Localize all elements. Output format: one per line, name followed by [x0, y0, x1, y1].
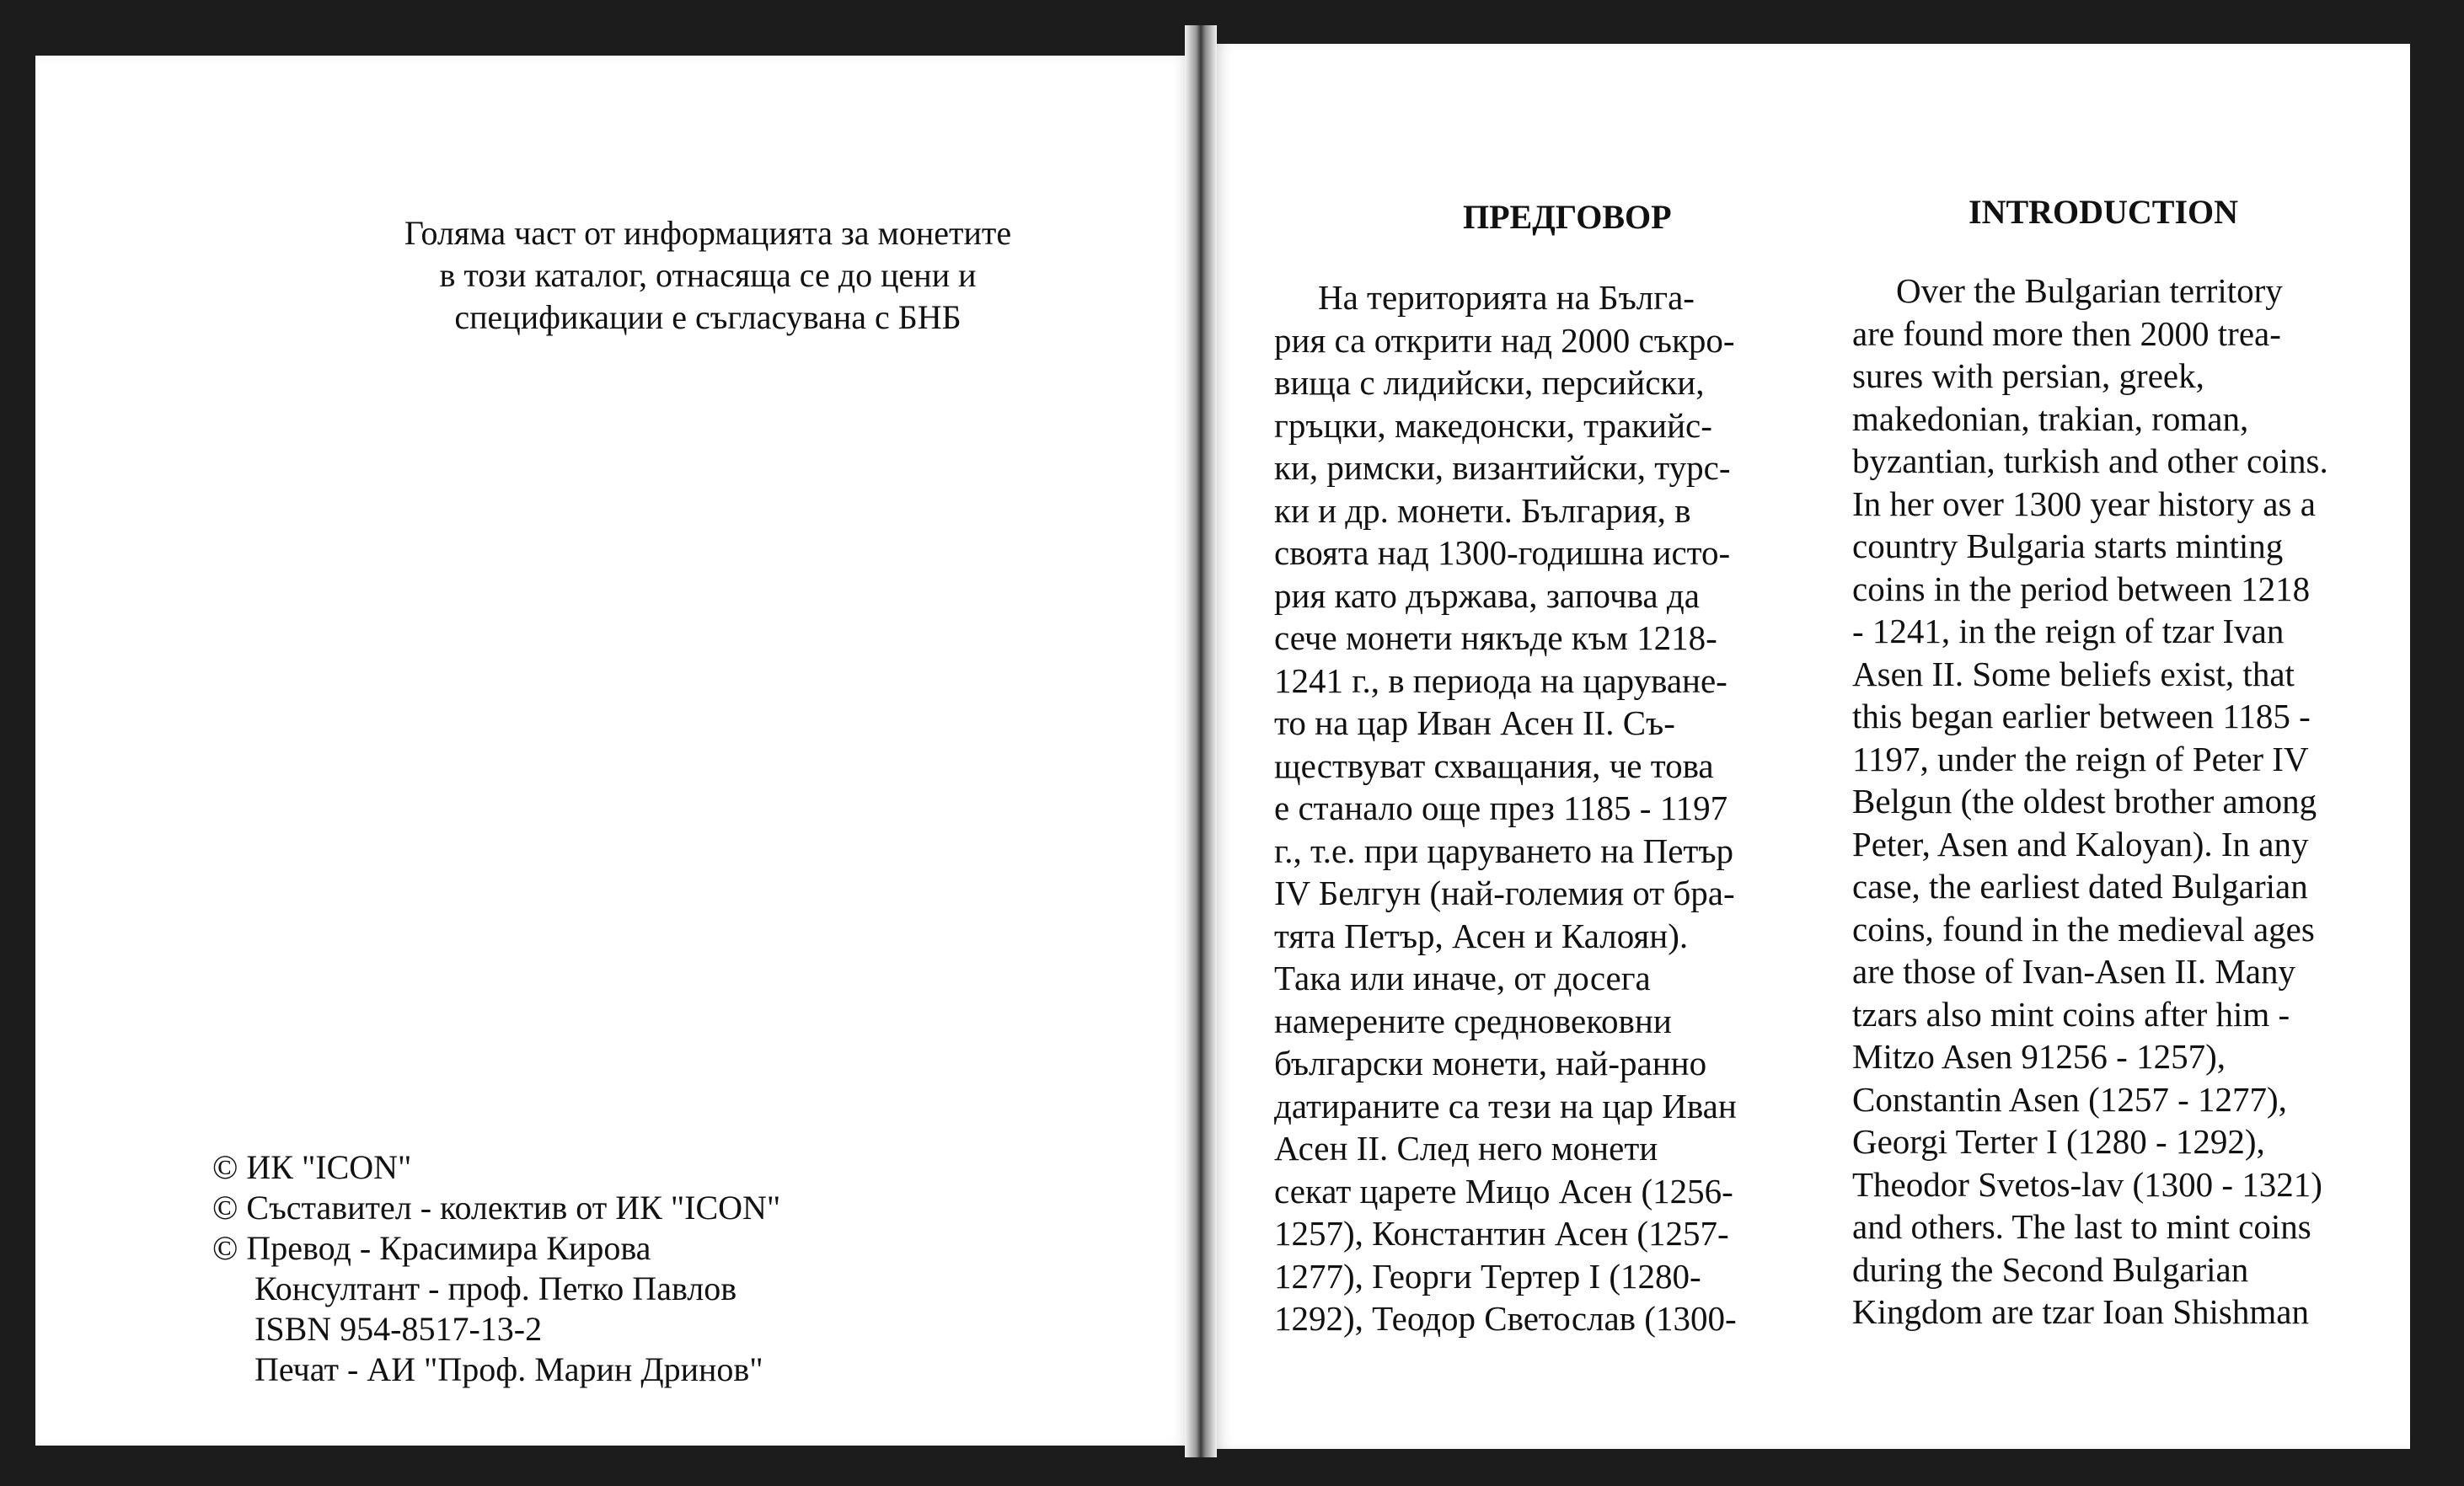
text-line: 1277), Георги Тертер I (1280- [1274, 1256, 1701, 1296]
text-line: Асен II. След него монети [1274, 1129, 1658, 1168]
text-line: то на цар Иван Асен II. Съ- [1274, 703, 1675, 742]
text-line: вища с лидийски, персийски, [1274, 363, 1705, 402]
english-heading: INTRODUCTION [1969, 193, 2239, 231]
text-line: during the Second Bulgarian [1852, 1249, 2249, 1289]
text-line: рия като държава, започва да [1274, 575, 1700, 615]
text-line: case, the earliest dated Bulgarian [1852, 867, 2308, 906]
left-page [35, 56, 1195, 1446]
credit-consultant: Консултант - проф. Петко Павлов [254, 1270, 737, 1307]
notice-line: Голяма част от информацията за монетите [404, 214, 1012, 252]
text-line: гръцки, македонски, тракийс- [1274, 405, 1712, 445]
notice-line: в този каталог, отнасяща се до цени и [439, 256, 977, 294]
text-line: are those of Ivan-Asen II. Many [1852, 952, 2295, 991]
copyright-credits [212, 1147, 971, 1390]
text-line: тята Петър, Асен и Калоян). [1274, 916, 1689, 955]
text-line: 1257), Константин Асен (1257- [1274, 1214, 1729, 1253]
text-line: сече монети някъде към 1218- [1274, 618, 1717, 657]
text-line: На територията на Бълга- [1318, 278, 1695, 317]
text-line: ки и др. монети. България, в [1274, 490, 1691, 530]
book-spine [1185, 25, 1217, 1457]
text-line: - 1241, in the reign of tzar Ivan [1852, 612, 2285, 650]
text-line: 1241 г., в периода на царуване- [1274, 660, 1727, 700]
text-line: Belgun (the oldest brother among [1852, 782, 2317, 821]
text-line: ществуват схващания, че това [1274, 746, 1714, 785]
bulgarian-heading: ПРЕДГОВОР [1463, 198, 1672, 236]
text-line: coins in the period between 1218 [1852, 569, 2311, 608]
right-page [1210, 44, 2410, 1449]
text-line: byzantian, turkish and other coins. [1852, 441, 2328, 480]
credit-compiler: © Съставител - колектив от ИК "ICON" [212, 1189, 781, 1227]
text-line: this began earlier between 1185 - [1852, 697, 2311, 735]
notice-line: спецификации е съгласувана с БНБ [454, 298, 961, 336]
credit-isbn: ISBN 954-8517-13-2 [254, 1310, 543, 1348]
text-line: датираните са тези на цар Иван [1274, 1086, 1737, 1125]
text-line: In her over 1300 year history as a [1852, 484, 2316, 523]
text-line: ки, римски, византийски, турс- [1274, 448, 1731, 487]
text-line: are found more then 2000 trea- [1852, 313, 2281, 353]
text-line: български монети, най-ранно [1274, 1044, 1707, 1082]
text-line: Constantin Asen (1257 - 1277), [1852, 1079, 2287, 1119]
credit-publisher: © ИК "ICON" [212, 1148, 412, 1186]
text-line: Theodor Svetos-lav (1300 - 1321) [1852, 1164, 2322, 1204]
text-line: секат царете Мицо Асен (1256- [1274, 1171, 1733, 1211]
text-line: 1292), Теодор Светослав (1300- [1274, 1299, 1737, 1338]
text-line: Georgi Terter I (1280 - 1292), [1852, 1122, 2265, 1161]
text-line: Mitzo Asen 91256 - 1257), [1852, 1037, 2226, 1076]
text-line: Kingdom are tzar Ioan Shishman [1852, 1292, 2309, 1331]
text-line: 1197, under the reign of Peter IV [1852, 739, 2309, 778]
text-line: Over the Bulgarian territory [1896, 271, 2283, 310]
text-line: country Bulgaria starts minting [1852, 527, 2284, 565]
text-line: г., т.е. при царуването на Петър [1274, 831, 1734, 870]
text-line: coins, found in the medieval ages [1852, 909, 2315, 949]
text-line: IV Белгун (най-големия от бра- [1274, 874, 1735, 912]
text-line: Peter, Asen and Kaloyan). In any [1852, 824, 2309, 863]
credit-printer: Печат - АИ "Проф. Марин Дринов" [254, 1350, 763, 1388]
text-line: рия са открити над 2000 съкро- [1274, 320, 1735, 360]
text-line: makedonian, trakian, roman, [1852, 398, 2249, 438]
text-line: Така или иначе, от досега [1274, 959, 1651, 997]
text-line: е станало още през 1185 - 1197 [1274, 788, 1728, 827]
text-line: намерените средновековни [1274, 1001, 1672, 1040]
text-line: своята над 1300-годишна исто- [1274, 533, 1731, 572]
text-line: sures with persian, greek, [1852, 356, 2204, 395]
bulgarian-column [1274, 276, 1780, 1340]
text-line: Asen II. Some beliefs exist, that [1852, 654, 2295, 693]
text-line: tzars also mint coins after him - [1852, 994, 2290, 1034]
credit-translator: © Превод - Красимира Кирова [212, 1229, 651, 1267]
catalog-notice [303, 212, 1112, 339]
text-line: and others. The last to mint coins [1852, 1207, 2311, 1246]
english-column [1852, 270, 2375, 1334]
